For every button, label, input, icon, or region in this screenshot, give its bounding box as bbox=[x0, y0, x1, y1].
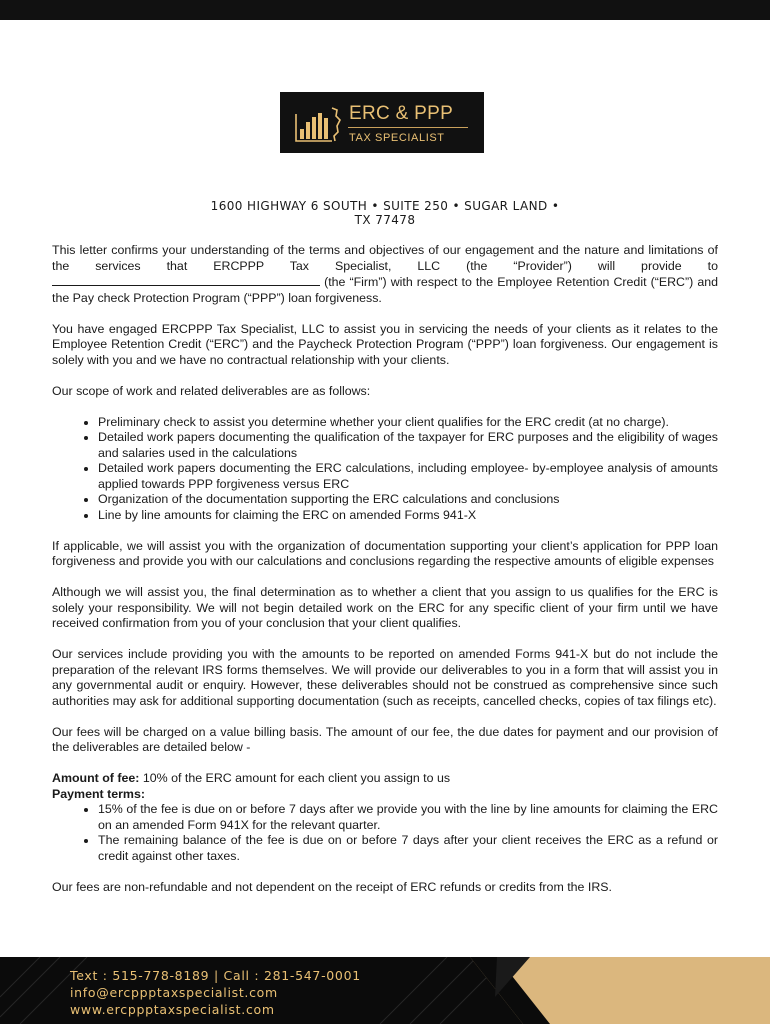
scope-item: • Preliminary check to assist you determine whether your client qualifies for the ERC credit (at no charge). bbox=[98, 415, 718, 431]
ppp-paragraph: If applicable, we will assist you with the organization of documentation supporting your client’s application for PPP loan forgiveness and provide you with our calculations and conclusions regarding the respective amounts of eligible expenses bbox=[52, 538, 718, 568]
scope-list bbox=[52, 415, 718, 524]
company-address bbox=[52, 199, 718, 227]
firm-name-blank bbox=[52, 274, 320, 286]
scope-item: • Organization of the documentation supporting the ERC calculations and conclusions bbox=[98, 492, 718, 508]
services-paragraph: Our services include providing you with the amounts to be reported on amended Forms 941-X but do not include the preparation of the relevant IRS forms themselves. We will provide our deliverables to you in a form that will assist you in any governmental audit or enquiry. However, these deliverables should not be construed as comprehensive since such authorities may ask for additional supporting documentation (such as receipts, cancelled checks, copies of tax filings etc). bbox=[52, 647, 718, 708]
scope-item: • Detailed work papers documenting the qualification of the taxpayer for ERC purposes and the eligibility of wages and salaries used in the calculations bbox=[98, 430, 718, 461]
payment-terms-heading bbox=[52, 787, 718, 803]
engagement-paragraph: You have engaged ERCPPP Tax Specialist, LLC to assist you in servicing the needs of your clients as it relates to the Employee Retention Credit (“ERC”) and the Paycheck Protection Program (“PPP”) loan forgiveness. Our engagement is solely with you and we have no contractual relationship with your clients. bbox=[52, 321, 718, 367]
fee-amount-line bbox=[52, 771, 718, 787]
responsibility-paragraph: Although we will assist you, the final determination as to whether a client that you assign to us qualifies for the ERC is solely your responsibility. We will not begin detailed work on the ERC for any specific client of your firm until we have received confirmation from you of your conclusion that your client qualifies. bbox=[52, 585, 718, 630]
logo-title: ERC & PPP bbox=[349, 103, 454, 124]
footer-phone: Text : 515-778-8189 | Call : 281-547-0001 bbox=[70, 968, 361, 983]
logo-subtitle: TAX SPECIALIST bbox=[349, 132, 445, 144]
top-bar bbox=[0, 0, 770, 20]
intro-paragraph bbox=[52, 243, 718, 306]
scope-heading: Our scope of work and related deliverables are as follows: bbox=[52, 383, 371, 398]
refund-paragraph: Our fees are non-refundable and not dependent on the receipt of ERC refunds or credits from the IRS. bbox=[52, 879, 612, 894]
intro-text-continued: (the “Firm”) with respect to the Employee Retention Credit (“ERC”) and the Pay check Protection Program (“PPP”) loan forgiveness. bbox=[52, 275, 718, 305]
intro-text: This letter confirms your understanding of the terms and objectives of our engagement and the nature and limitations of the services that ERCPPP Tax Specialist, LLC (the “Provider”) will provide to bbox=[52, 243, 718, 273]
company-logo bbox=[280, 92, 484, 153]
contact-footer bbox=[0, 957, 770, 1024]
scope-item: • Line by line amounts for claiming the ERC on amended Forms 941-X bbox=[98, 508, 718, 524]
fees-paragraph: Our fees will be charged on a value billing basis. The amount of our fee, the due dates for payment and our provision of the deliverables are detailed below - bbox=[52, 724, 718, 754]
fee-amount-label: Amount of fee: bbox=[52, 771, 140, 785]
fee-amount-value: 10% of the ERC amount for each client you assign to us bbox=[139, 771, 451, 785]
scope-item: • Detailed work papers documenting the ERC calculations, including employee- by-employee analysis of amounts applied towards PPP forgiveness versus ERC bbox=[98, 461, 718, 492]
payment-term-item: • 15% of the fee is due on or before 7 days after we provide you with the line by line amounts for claiming the ERC on an amended Form 941X for the relevant quarter. bbox=[98, 802, 718, 833]
payment-terms-list bbox=[52, 802, 718, 864]
footer-website[interactable]: www.ercppptaxspecialist.com bbox=[70, 1002, 275, 1017]
letter-body bbox=[52, 243, 718, 911]
payment-terms-label: Payment terms: bbox=[52, 786, 145, 801]
footer-email[interactable]: info@ercppptaxspecialist.com bbox=[70, 985, 278, 1000]
address-line-1: 1600 HIGHWAY 6 SOUTH • SUITE 250 • SUGAR LAND • bbox=[210, 199, 560, 213]
logo-divider bbox=[348, 127, 468, 128]
address-line-2: TX 77478 bbox=[354, 213, 416, 227]
payment-term-item: • The remaining balance of the fee is due on or before 7 days after your client receives the ERC as a refund or credit against other taxes. bbox=[98, 833, 718, 864]
